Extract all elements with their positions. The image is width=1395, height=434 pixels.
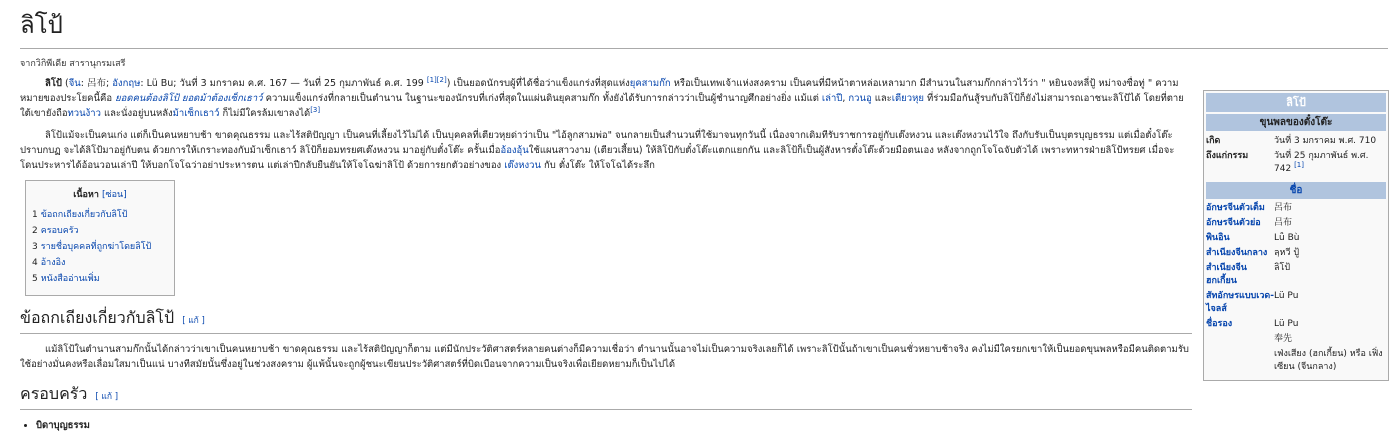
table-of-contents (25, 180, 175, 296)
infobox-row: อักษรจีนตัวเต็ม 呂布 (1206, 203, 1293, 213)
infobox-row: ถึงแก่กรรม วันที่ 25 กุมภาพันธ์ พ.ศ. 742 [1] (1206, 151, 1369, 174)
link-quote[interactable]: ยอดคนต้องลิโป้ ยอดม้าต้องเซ็กเธาว์ (115, 93, 263, 104)
toc-item-label[interactable]: ข้อถกเถียงเกี่ยวกับลิโป้ (40, 210, 128, 220)
infobox-row: สำเนียงจีนฮกเกี้ยน ลิโป้ (1206, 263, 1291, 286)
infobox-key-link[interactable]: สำเนียงจีนกลาง (1206, 248, 1268, 258)
infobox-row: พินอิน Lǚ Bù (1206, 233, 1300, 243)
infobox-row: อักษรจีนตัวย่อ 吕布 (1206, 218, 1293, 228)
infobox-key-link[interactable]: อักษรจีนตัวย่อ (1206, 218, 1261, 228)
lang-link-english[interactable]: อังกฤษ (112, 78, 141, 89)
toc-item-label[interactable]: ครอบครัว (40, 226, 79, 236)
infobox-row: ชื่อรอง Lü Pu (1206, 319, 1299, 329)
subject-name: ลิโป้ (45, 78, 62, 89)
toc-item[interactable]: 5 หนังสืออ่านเพิ่ม (32, 274, 100, 284)
ref-link-2[interactable]: [2] (436, 75, 447, 84)
link-liubei[interactable]: เล่าปี (821, 93, 843, 104)
infobox-ref-link[interactable]: [1] (1294, 161, 1304, 169)
lang-link-chinese[interactable]: จีน (68, 78, 81, 89)
toc-header (32, 187, 168, 203)
edit-section-button[interactable]: [ แก้ ] (95, 392, 119, 402)
ref-link-1[interactable]: [1] (426, 75, 437, 84)
page-title: ลิโป้ (20, 10, 1388, 49)
article-body (20, 76, 1192, 433)
list-item: • บิดาบุญธรรม (36, 418, 1192, 433)
section-paragraph: แม้ลิโป้ในตำนานสามก๊กนั้นได้กล่าวว่าเขาเป็นคนหยาบช้า ขาดคุณธรรม และไร้สติปัญญาก็ตาม แต่มีนักประวัติศาสตร์หลายคนต่างก็มีความเชื่อว่า ตำนานนั้นอาจไม่เป็นความจริงเลยก็ได้ เพราะลิโป้นั้นถ้าเขาเป็นคนชั่วหยาบช้าจริง คงไม่มีใครยกเขาให้เป็นยอดขุนพลหรือมีคนติดตามรับใช้อย่างมั่นคงหรือเลื่อมใสมาเป็นแน่ บางทีสมัยนั้นซึ่งอยู่ในช่วงสงคราม ผู้แพ้นั้นจะถูกผู้ชนะเขียนประวัติศาสตร์ที่บิดเบือนจากความเป็นจริงเพื่อเยียดหยามก็เป็นไปได้ (20, 344, 1189, 370)
infobox-key-link[interactable]: สัทอักษรแบบเวด-ไจลส์ (1206, 291, 1274, 314)
infobox-subtitle: ขุนพลของตั๋งโต๊ะ (1206, 114, 1386, 131)
link-wangyun[interactable]: อ้องอุ้น (500, 145, 529, 156)
infobox-names-header: ชื่อ (1206, 182, 1386, 199)
infobox-row: เกิด วันที่ 3 มกราคม พ.ศ. 710 (1206, 136, 1377, 146)
toc-item[interactable]: 2 ครอบครัว (32, 226, 79, 236)
link-guanyu[interactable]: กวนอู (848, 93, 872, 104)
toc-item-label[interactable]: หนังสืออ่านเพิ่ม (40, 274, 100, 284)
toc-toggle-button[interactable]: [ซ่อน] (102, 190, 127, 200)
site-tagline: จากวิกิพีเดีย สารานุกรมเสรี (20, 59, 126, 69)
infobox-key-link[interactable]: อักษรจีนตัวเต็ม (1206, 203, 1265, 213)
section-heading-family: ครอบครัว [ แก้ ] (20, 384, 1192, 410)
ref-link-3[interactable]: [3] (310, 105, 321, 114)
toc-item[interactable]: 1 ข้อถกเถียงเกี่ยวกับลิโป้ (32, 210, 128, 220)
infobox-key-link[interactable]: พินอิน (1206, 233, 1230, 243)
edit-section-button[interactable]: [ แก้ ] (182, 316, 205, 326)
infobox-title: ลิโป้ (1206, 93, 1386, 112)
link-dingyuan[interactable]: เต๊งหงวน (504, 160, 541, 171)
toc-title: เนื้อหา (73, 190, 99, 200)
infobox-row: สัทอักษรแบบเวด-ไจลส์ Lü Pu (1206, 291, 1299, 314)
intro-paragraph: ลิโป้ (จีน: 呂布; อังกฤษ: Lü Bu; วันที่ 3 มกราคม ค.ศ. 167 — วันที่ 25 กุมภาพันธ์ ค.ศ. 199 [1][2]) เป็นยอดนักรบผู้ที่ได้ชื่อว่าแข็งแกร่งที่สุดแห่งยุคสามก๊ก หรือเป็นเทพเจ้าแห่งสงคราม เป็นคนที่มีหน้าตาหล่อเหลามาก มีสำนวนในสามก๊กกล่าวไว้ว่า " หยินจงหลี่ปู้ หม่าจงซื่อทู่ " ความหมายของประโยคนี้คือ ยอดคนต้องลิโป้ ยอดม้าต้องเซ็กเธาว์ ความแข็งแกร่งที่กลายเป็นตำนาน ในฐานะของนักรบที่เก่งที่สุดในแผ่นดินยุคสามก๊ก ทั้งยังได้รับการกล่าวว่าเป็นผู้ชำนาญศึกอย่างยิ่ง แม้แต่ เล่าปี, กวนอู และเตียวหุย ที่ร่วมมือกันสู้รบกับลิโป้ก็ยังไม่สามารถเอาชนะลิโป้ได้ โดยที่ตายใต้เขายังถือทวนง้าว และนั่งอยู่บนหลังม้าเซ็กเธาว์ ก็ไม่มีใครล้มเขาลงได้[3] (20, 75, 1184, 119)
infobox-key-link[interactable]: สำเนียงจีนฮกเกี้ยน (1206, 263, 1247, 286)
toc-item-label[interactable]: อ้างอิง (40, 258, 66, 268)
infobox-row: 奉先 (1274, 334, 1293, 344)
section-heading-controversy: ข้อถกเถียงเกี่ยวกับลิโป้ [ แก้ ] (20, 308, 1192, 334)
toc-item[interactable]: 4 อ้างอิง (32, 258, 66, 268)
toc-item-label[interactable]: รายชื่อบุคคลที่ถูกฆ่าโดยลิโป้ (40, 242, 152, 252)
infobox-row: เฟ่งเสียง (ฮกเกี้ยน) หรือ เฟิ่งเซียน (จีนกลาง) (1274, 349, 1383, 372)
family-list (20, 418, 1192, 433)
link-halberd[interactable]: ทวนง้าว (67, 108, 101, 119)
infobox (1203, 90, 1389, 381)
link-zhangfei[interactable]: เตียวหุย (891, 93, 924, 104)
link-sanguo[interactable]: ยุคสามก๊ก (629, 78, 671, 89)
infobox-row: สำเนียงจีนกลาง ลฺหวี ปู้ (1206, 248, 1300, 258)
infobox-key-link[interactable]: ชื่อรอง (1206, 319, 1233, 329)
toc-item[interactable]: 3 รายชื่อบุคคลที่ถูกฆ่าโดยลิโป้ (32, 242, 152, 252)
second-paragraph: ลิโป้แม้จะเป็นคนเก่ง แต่ก็เป็นคนหยาบช้า ขาดคุณธรรม และไร้สติปัญญา เป็นคนที่เลี้ยงไว้ไม่ได้ เป็นบุคคลที่เตียวหุยด่าว่าเป็น "ไอ้ลูกสามพ่อ" จนกลายเป็นสำนวนที่ใช้มาจนทุกวันนี้ เนื่องจากเดิมทีรับราชการอยู่กับเต๊งหงวน และเต๊งหงวนไว้ใจ ถึงกับรับเป็นบุตรบุญธรรม แต่เมื่อตั๋งโต๊ะปราบกบฏ จะได้ลิโป้มาอยู่กับตน ด้วยการให้เกราะทองกับม้าเซ็กเธาว์ ลิโป้ก็ยอมทรยศเต๊งหงวน มาอยู่กับตั๋งโต๊ะ ครั้นเมื่ออ้องอุ้นใช้แผนสาวงาม (เตียวเสี้ยน) ให้ลิโป้กับตั๋งโต๊ะแตกแยกกัน และลิโป้ก็เป็นผู้สังหารตั๋งโต๊ะด้วยมือตนเอง หลังจากถูกโจโฉจับตัวได้ เพราะทหารฝ่ายลิโป้ทรยศ เมื่อจะโดนประหารได้อ้อนวอนเล่าปี ให้บอกโจโฉว่าอย่าประหารตน แต่เล่าปีกลับยืนยันให้โจโฉฆ่าลิโป้ ด้วยการยกตัวอย่างของ เต๊งหงวน กับ ตั๋งโต๊ะ ให้โจโฉได้ระลึก (20, 130, 1175, 171)
link-horse[interactable]: ม้าเซ็กเธาว์ (172, 108, 220, 119)
